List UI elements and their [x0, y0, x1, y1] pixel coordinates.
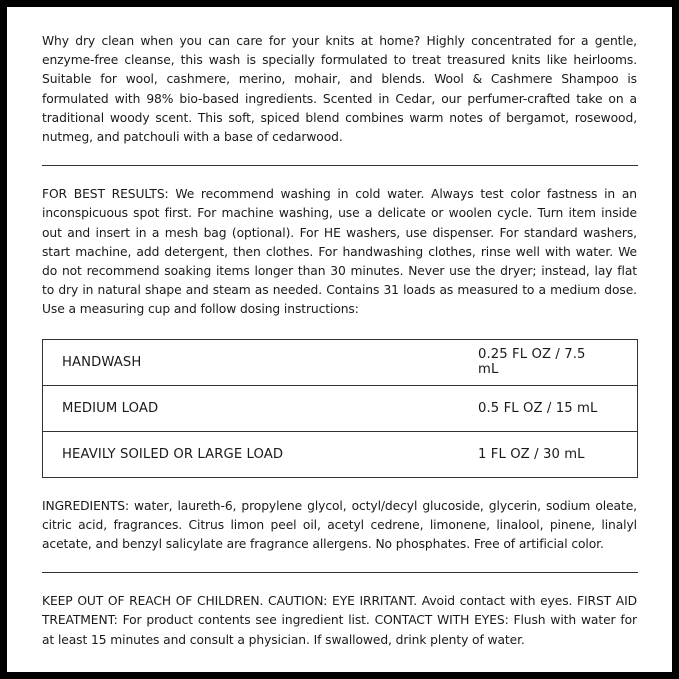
dosing-label: HANDWASH [62, 354, 142, 370]
divider [42, 165, 638, 166]
dosing-row [43, 431, 637, 477]
dosing-row [43, 340, 637, 385]
dosing-label: MEDIUM LOAD [62, 400, 159, 416]
warning-paragraph: KEEP OUT OF REACH OF CHILDREN. CAUTION: EYE IRRITANT. Avoid contact with eyes. FIRST AID TREATMENT: For product contents see ingredient list. CONTACT WITH EYES: Flush with water for at least 15 minutes and consult a physician. If swallowed, drink plenty of water. [42, 594, 637, 647]
ingredients-paragraph: INGREDIENTS: water, laureth-6, propylene glycol, octyl/decyl glucoside, glycerin, sodium oleate, citric acid, fragrances. Citrus limon peel oil, acetyl cedrene, limonene, linalool, pinene, linalyl acetate, and benzyl salicylate are fragrance allergens. No phosphates. Free of artificial color. [42, 498, 637, 552]
dosing-amount: 0.5 FL OZ / 15 mL [478, 400, 598, 416]
intro-paragraph: Why dry clean when you can care for your knits at home? Highly concentrated for a gentle, enzyme-free cleanse, this wash is specially formulated to treat treasured knits like heirlooms. Suitable for wool, cashmere, merino, mohair, and blends. Wool & Cashmere Shampoo is formulated with 98% bio-based ingredients. Scented in Cedar, our perfumer-crafted take on a traditional woody scent. This soft, spiced blend combines warm notes of bergamot, rosewood, nutmeg, and patchouli with a base of cedarwood. [42, 34, 637, 145]
dosing-label: HEAVILY SOILED OR LARGE LOAD [62, 446, 284, 462]
divider [42, 572, 638, 573]
dosing-table [42, 339, 638, 478]
dosing-row [43, 385, 637, 431]
label-content [42, 32, 637, 650]
directions-paragraph: FOR BEST RESULTS: We recommend washing in cold water. Always test color fastness in an inconspicuous spot first. For machine washing, use a delicate or woolen cycle. Turn item inside out and insert in a mesh bag (optional). For HE washers, use dispenser. For standard washers, start machine, add detergent, then clothes. For handwashing clothes, rinse well with water. We do not recommend soaking items longer than 30 minutes. Never use the dryer; instead, lay flat to dry in natural shape and steam as needed. Contains 31 loads as measured to a medium dose. Use a measuring cup and follow dosing instructions: [42, 187, 637, 317]
label-panel [7, 7, 672, 672]
dosing-amount: 1 FL OZ / 30 mL [478, 446, 585, 462]
dosing-amount: 0.25 FL OZ / 7.5 mL [478, 347, 586, 378]
